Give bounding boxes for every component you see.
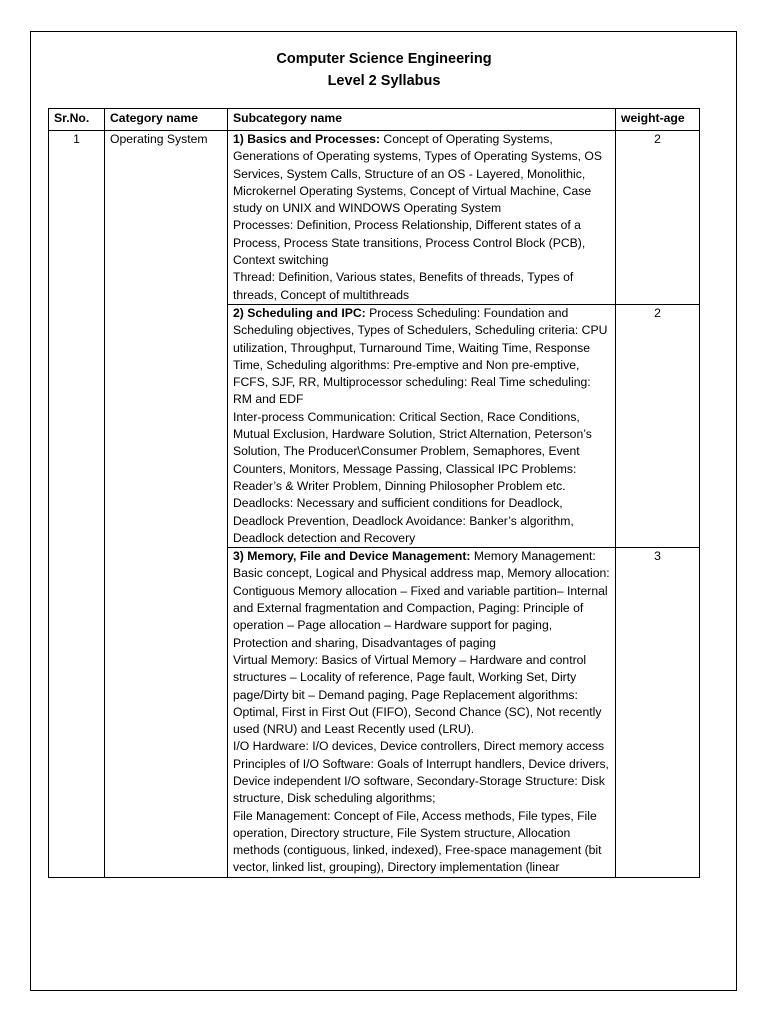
subcategory-intro (233, 131, 610, 217)
subcategory-intro (233, 548, 610, 652)
cell-sr-no: 1 (49, 131, 105, 878)
subcategory-paragraph: Deadlocks: Necessary and sufficient conditions for Deadlock, Deadlock Prevention, Deadlock Avoidance: Banker’s algorithm, Deadlock detection and Recovery (233, 496, 574, 545)
subcategory-paragraph: Processes: Definition, Process Relationship, Different states of a Process, Process State transitions, Process Control Block (PCB), Context switching (233, 218, 586, 268)
subcategory-intro-text: Concept of Operating Systems, Generations of Operating systems, Types of Operating Systems, OS Services, System Calls, Structure of an OS - Layered, Monolithic, Microkernel Operating Systems, Concept of Virtual Machine, Case study on UNIX and WINDOWS Operating System (233, 132, 602, 216)
subcategory-intro (233, 305, 610, 409)
subcategory-heading: 2) Scheduling and IPC: (233, 305, 366, 320)
cell-subcategory-1 (228, 131, 616, 305)
cell-category: Operating System (105, 131, 228, 878)
cell-subcategory-3 (228, 548, 616, 878)
cell-weightage-3: 3 (616, 548, 700, 878)
table-header-row (49, 109, 700, 131)
syllabus-table (48, 108, 700, 878)
document-subtitle: Level 2 Syllabus (327, 73, 441, 89)
subcategory-heading: 3) Memory, File and Device Management: (233, 549, 471, 564)
subcategory-paragraph: File Management: Concept of File, Access methods, File types, File operation, Directory structure, File System structure, Allocation methods (contiguous, linked, indexed), Free-space management (bit vector, linked list, grouping), Directory implementation (linear (233, 808, 602, 875)
header-subcategory: Subcategory name (228, 109, 616, 131)
subcategory-paragraph: Inter-process Communication: Critical Section, Race Conditions, Mutual Exclusion, Hardware Solution, Strict Alternation, Peterson’s Solution, The Producer\Consumer Problem, Semaphores, Event Counters, Monitors, Message Passing, Classical IPC Problems: Reader’s & Writer Problem, Dinning Philosopher Problem etc. (233, 409, 592, 493)
cell-weightage-2: 2 (616, 304, 700, 547)
subcategory-paragraph: Thread: Definition, Various states, Benefits of threads, Types of threads, Concept of multithreads (233, 270, 574, 302)
subcategory-paragraph: I/O Hardware: I/O devices, Device controllers, Direct memory access Principles of I/O Software: Goals of Interrupt handlers, Device drivers, Device independent I/O software, Secondary-Storage Structure: Disk structure, Disk scheduling algorithms; (233, 739, 609, 806)
cell-subcategory-2 (228, 304, 616, 547)
cell-weightage-1: 2 (616, 131, 700, 305)
subcategory-intro-text: Memory Management: Basic concept, Logical and Physical address map, Memory allocation: Contiguous Memory allocation – Fixed and variable partition– Internal and External fragmentation and Compaction, Paging: Principle of operation – Page allocation – Hardware support for paging, Protection and sharing, Disadvantages of paging (233, 549, 610, 650)
table-row (49, 131, 700, 305)
subcategory-paragraph: Virtual Memory: Basics of Virtual Memory – Hardware and control structures – Locality of reference, Page fault, Working Set, Dirty page/Dirty bit – Demand paging, Page Replacement algorithms: Optimal, First in First Out (FIFO), Second Chance (SC), Not recently used (NRU) and Least Recently used (LRU). (233, 652, 602, 737)
header-sr-no: Sr.No. (49, 109, 105, 131)
header-weightage: weight-age (616, 109, 700, 131)
document-title: Computer Science Engineering (276, 51, 492, 67)
header-category: Category name (105, 109, 228, 131)
subcategory-intro-text: Process Scheduling: Foundation and Scheduling objectives, Types of Schedulers, Scheduling criteria: CPU utilization, Throughput, Turnaround Time, Waiting Time, Response Time, Scheduling algorithms: Pre-emptive and Non pre-emptive, FCFS, SJF, RR, Multiprocessor scheduling: Real Time scheduling: RM and EDF (233, 305, 608, 407)
subcategory-heading: 1) Basics and Processes: (233, 132, 381, 146)
